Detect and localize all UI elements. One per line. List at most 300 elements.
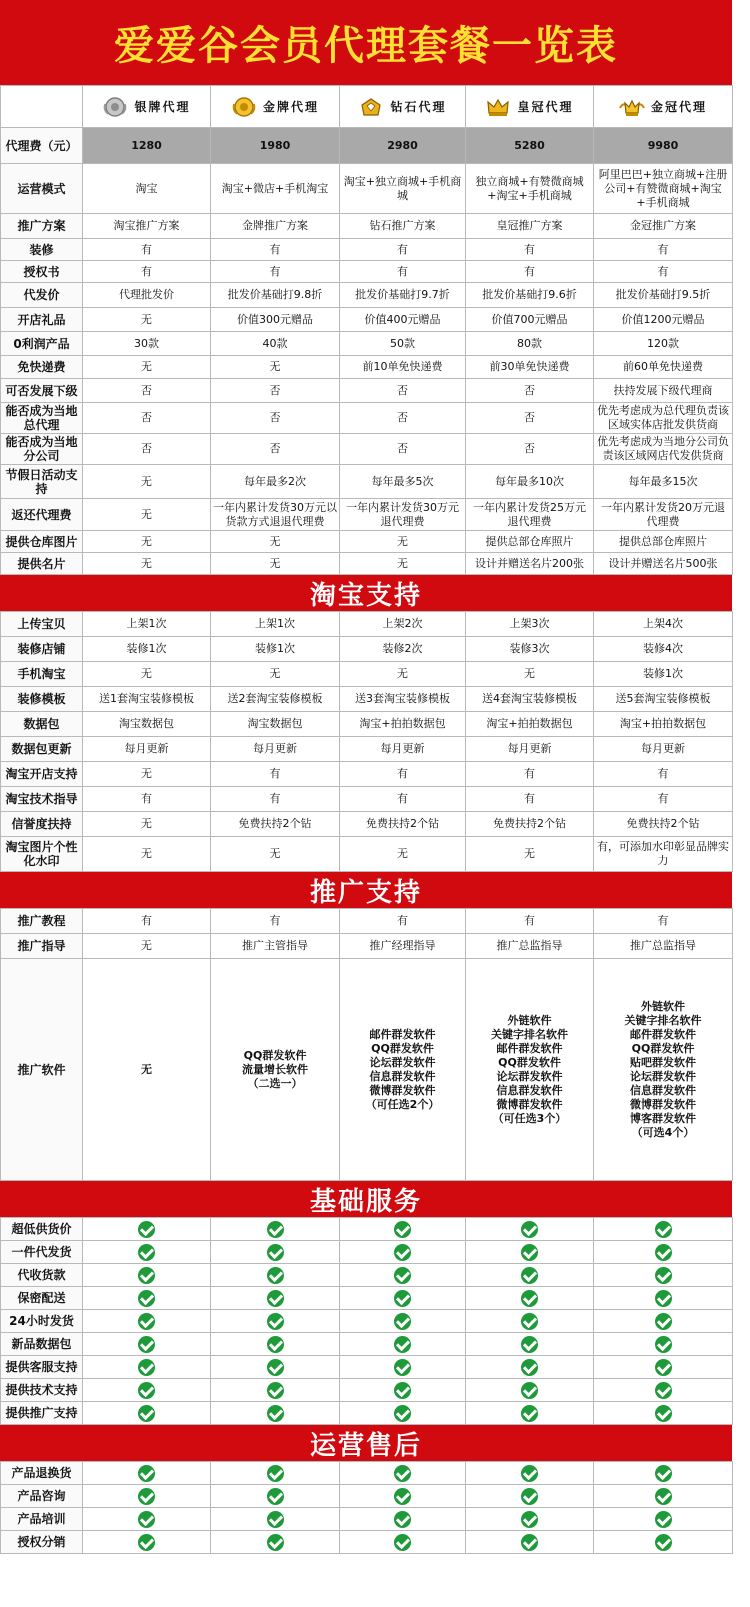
table-cell: 推广主管指导 (211, 934, 340, 959)
check-cell (340, 1287, 466, 1310)
table-cell: 50款 (340, 332, 466, 356)
table-cell: 装修4次 (594, 637, 733, 662)
table-cell: 否 (211, 379, 340, 403)
check-cell (211, 1310, 340, 1333)
table-cell: 有 (594, 261, 733, 283)
checkmark-icon (267, 1534, 284, 1551)
table-cell: 每年最多2次 (211, 465, 340, 499)
row-label: 免快递费 (1, 356, 83, 379)
checkmark-icon (655, 1382, 672, 1399)
table-row (1, 837, 733, 872)
checkmark-icon (655, 1290, 672, 1307)
check-cell (211, 1287, 340, 1310)
checkmark-icon (655, 1221, 672, 1238)
row-label: 超低供货价 (1, 1218, 83, 1241)
check-cell (211, 1531, 340, 1554)
table-cell: 提供总部仓库照片 (466, 531, 594, 553)
checkmark-icon (267, 1336, 284, 1353)
check-cell (340, 1508, 466, 1531)
table-cell: 钻石推广方案 (340, 214, 466, 239)
checkmark-icon (655, 1511, 672, 1528)
row-label: 提供推广支持 (1, 1402, 83, 1425)
check-cell (466, 1218, 594, 1241)
checkmark-icon (655, 1267, 672, 1284)
checkmark-icon (138, 1405, 155, 1422)
check-cell (211, 1402, 340, 1425)
checkmark-icon (394, 1336, 411, 1353)
table-cell: 一年内累计发货20万元退代理费 (594, 499, 733, 531)
table-row (1, 553, 733, 575)
table-cell: 独立商城+有赞微商城+淘宝+手机商城 (466, 164, 594, 214)
check-cell (340, 1241, 466, 1264)
table-cell: 提供总部仓库照片 (594, 531, 733, 553)
checkmark-icon (138, 1359, 155, 1376)
table-cell: 无 (83, 465, 211, 499)
checkmark-icon (394, 1405, 411, 1422)
table-cell: 淘宝数据包 (83, 712, 211, 737)
row-label: 0利润产品 (1, 332, 83, 356)
check-cell (466, 1531, 594, 1554)
table-cell: 设计并赠送名片500张 (594, 553, 733, 575)
row-label: 推广软件 (1, 959, 83, 1181)
checkmark-icon (138, 1488, 155, 1505)
table-row (1, 712, 733, 737)
table-cell: 上架2次 (340, 612, 466, 637)
check-row (1, 1241, 733, 1264)
check-cell (594, 1462, 733, 1485)
check-row (1, 1264, 733, 1287)
checkmark-icon (655, 1313, 672, 1330)
check-cell (466, 1485, 594, 1508)
table-cell: 一年内累计发货30万元以货款方式退退代理费 (211, 499, 340, 531)
check-cell (594, 1333, 733, 1356)
table-cell: 推广经理指导 (340, 934, 466, 959)
check-cell (340, 1462, 466, 1485)
table-cell: 免费扶持2个钻 (211, 812, 340, 837)
table-cell: 每年最多5次 (340, 465, 466, 499)
check-cell (466, 1241, 594, 1264)
table-cell: 有 (340, 909, 466, 934)
table-row (1, 737, 733, 762)
table-cell: 有 (83, 261, 211, 283)
check-cell (83, 1485, 211, 1508)
table-cell: 无 (83, 553, 211, 575)
check-cell (83, 1287, 211, 1310)
table-cell: 代理批发价 (83, 283, 211, 308)
table-cell: 批发价基础打9.8折 (211, 283, 340, 308)
table-cell: 无 (83, 934, 211, 959)
table-cell: 皇冠推广方案 (466, 214, 594, 239)
check-cell (211, 1218, 340, 1241)
table-cell: 有 (211, 762, 340, 787)
tier-table (0, 85, 733, 575)
row-label: 产品退换货 (1, 1462, 83, 1485)
checkmark-icon (394, 1511, 411, 1528)
checkmark-icon (521, 1488, 538, 1505)
table-cell: 有 (211, 787, 340, 812)
table-cell: 无 (211, 553, 340, 575)
table-cell: 优先考虑成为总代理负责该区域实体店批发供货商 (594, 403, 733, 434)
crown-emblem-icon (485, 96, 511, 118)
check-cell (594, 1287, 733, 1310)
table-row (1, 787, 733, 812)
checkmark-icon (521, 1534, 538, 1551)
check-cell (340, 1310, 466, 1333)
table-cell: 淘宝+拍拍数据包 (340, 712, 466, 737)
table-cell: 有 (340, 762, 466, 787)
check-cell (83, 1310, 211, 1333)
checkmark-icon (138, 1511, 155, 1528)
row-label: 装修 (1, 239, 83, 261)
table-cell: 无 (211, 531, 340, 553)
section-header-after-sales: 运营售后 (0, 1425, 732, 1461)
gold-emblem-icon (231, 96, 257, 118)
check-cell (211, 1333, 340, 1356)
check-cell (466, 1462, 594, 1485)
corner-diagonal-cell (1, 86, 83, 128)
checkmark-icon (655, 1488, 672, 1505)
table-cell: 无 (466, 837, 594, 872)
fee-cell: 1280 (83, 128, 211, 164)
checkmark-icon (655, 1465, 672, 1482)
row-label: 代理费（元） (1, 128, 83, 164)
table-cell: 有 (594, 239, 733, 261)
gold-crown-emblem-icon (619, 96, 645, 118)
check-cell (340, 1356, 466, 1379)
section-header-promo: 推广支持 (0, 872, 732, 908)
check-cell (211, 1264, 340, 1287)
checkmark-icon (138, 1290, 155, 1307)
table-cell: 40款 (211, 332, 340, 356)
check-row (1, 1508, 733, 1531)
checkmark-icon (138, 1534, 155, 1551)
table-cell: 有 (340, 239, 466, 261)
software-cell: QQ群发软件 流量增长软件 （二选一） (211, 959, 340, 1181)
check-cell (340, 1264, 466, 1287)
check-cell (594, 1485, 733, 1508)
table-cell: 无 (83, 837, 211, 872)
table-cell: 推广总监指导 (594, 934, 733, 959)
check-cell (594, 1402, 733, 1425)
basic-service-table (0, 1217, 733, 1425)
table-cell: 装修1次 (594, 662, 733, 687)
table-cell: 有 (83, 909, 211, 934)
table-cell: 无 (83, 531, 211, 553)
row-label: 能否成为当地总代理 (1, 403, 83, 434)
checkmark-icon (138, 1267, 155, 1284)
table-row (1, 812, 733, 837)
table-cell: 阿里巴巴+独立商城+注册公司+有赞微商城+淘宝+手机商城 (594, 164, 733, 214)
software-row (1, 959, 733, 1181)
table-cell: 30款 (83, 332, 211, 356)
table-cell: 每月更新 (466, 737, 594, 762)
check-cell (594, 1531, 733, 1554)
table-cell: 免费扶持2个钻 (340, 812, 466, 837)
table-cell: 装修1次 (211, 637, 340, 662)
checkmark-icon (394, 1382, 411, 1399)
table-cell: 金牌推广方案 (211, 214, 340, 239)
table-cell: 上架4次 (594, 612, 733, 637)
table-row (1, 239, 733, 261)
table-cell: 每年最多10次 (466, 465, 594, 499)
table-cell: 有 (466, 239, 594, 261)
check-cell (594, 1379, 733, 1402)
checkmark-icon (521, 1359, 538, 1376)
check-row (1, 1356, 733, 1379)
checkmark-icon (521, 1336, 538, 1353)
check-cell (466, 1264, 594, 1287)
row-label: 可否发展下级 (1, 379, 83, 403)
checkmark-icon (267, 1405, 284, 1422)
table-cell: 无 (340, 837, 466, 872)
table-cell: 前30单免快递费 (466, 356, 594, 379)
table-cell: 淘宝+微店+手机淘宝 (211, 164, 340, 214)
table-cell: 每月更新 (211, 737, 340, 762)
table-cell: 否 (466, 434, 594, 465)
table-cell: 金冠推广方案 (594, 214, 733, 239)
silver-emblem-icon (102, 96, 128, 118)
table-row (1, 308, 733, 332)
row-label: 装修模板 (1, 687, 83, 712)
table-cell: 装修1次 (83, 637, 211, 662)
row-label: 提供客服支持 (1, 1356, 83, 1379)
check-cell (83, 1379, 211, 1402)
checkmark-icon (267, 1244, 284, 1261)
checkmark-icon (267, 1511, 284, 1528)
promo-table (0, 908, 733, 1181)
table-row (1, 261, 733, 283)
table-cell: 每年最多15次 (594, 465, 733, 499)
row-label: 授权分销 (1, 1531, 83, 1554)
check-cell (466, 1333, 594, 1356)
checkmark-icon (138, 1336, 155, 1353)
table-row (1, 909, 733, 934)
tier-name: 钻石代理 (390, 99, 447, 114)
check-cell (340, 1333, 466, 1356)
row-label: 提供仓库图片 (1, 531, 83, 553)
table-cell: 有 (594, 909, 733, 934)
checkmark-icon (521, 1382, 538, 1399)
table-cell: 淘宝推广方案 (83, 214, 211, 239)
table-row (1, 403, 733, 434)
table-cell: 送3套淘宝装修模板 (340, 687, 466, 712)
table-cell: 否 (83, 434, 211, 465)
table-row (1, 612, 733, 637)
row-label: 上传宝贝 (1, 612, 83, 637)
checkmark-icon (521, 1244, 538, 1261)
row-label: 返还代理费 (1, 499, 83, 531)
taobao-table (0, 611, 733, 872)
check-cell (83, 1531, 211, 1554)
table-row (1, 662, 733, 687)
table-cell: 无 (211, 662, 340, 687)
row-label: 数据包 (1, 712, 83, 737)
table-cell: 送1套淘宝装修模板 (83, 687, 211, 712)
check-cell (83, 1218, 211, 1241)
row-label: 手机淘宝 (1, 662, 83, 687)
table-cell: 批发价基础打9.5折 (594, 283, 733, 308)
checkmark-icon (521, 1511, 538, 1528)
table-cell: 上架1次 (83, 612, 211, 637)
row-label: 淘宝开店支持 (1, 762, 83, 787)
check-cell (594, 1508, 733, 1531)
row-label: 装修店铺 (1, 637, 83, 662)
agent-fee-row (1, 128, 733, 164)
check-cell (83, 1264, 211, 1287)
table-cell: 上架1次 (211, 612, 340, 637)
check-row (1, 1485, 733, 1508)
software-cell: 外链软件 关键字排名软件 邮件群发软件 QQ群发软件 贴吧群发软件 论坛群发软件 信息群发软件 微博群发软件 博客群发软件 （可选4个） (594, 959, 733, 1181)
checkmark-icon (138, 1313, 155, 1330)
table-cell: 否 (466, 403, 594, 434)
checkmark-icon (521, 1313, 538, 1330)
table-cell: 设计并赠送名片200张 (466, 553, 594, 575)
table-cell: 否 (83, 379, 211, 403)
table-cell: 无 (340, 662, 466, 687)
check-row (1, 1310, 733, 1333)
after-sales-table (0, 1461, 733, 1554)
tier-name: 银牌代理 (134, 99, 191, 114)
table-cell: 无 (211, 837, 340, 872)
table-row (1, 687, 733, 712)
check-cell (594, 1218, 733, 1241)
table-cell: 有 (83, 787, 211, 812)
table-cell: 有 (594, 762, 733, 787)
checkmark-icon (394, 1534, 411, 1551)
check-cell (83, 1356, 211, 1379)
fee-cell: 5280 (466, 128, 594, 164)
table-cell: 一年内累计发货25万元退代理费 (466, 499, 594, 531)
table-cell: 前10单免快递费 (340, 356, 466, 379)
row-label: 推广教程 (1, 909, 83, 934)
checkmark-icon (267, 1382, 284, 1399)
check-cell (340, 1485, 466, 1508)
tier-name: 金牌代理 (262, 99, 319, 114)
fee-cell: 9980 (594, 128, 733, 164)
table-cell: 价值700元赠品 (466, 308, 594, 332)
table-row (1, 434, 733, 465)
table-cell: 每月更新 (594, 737, 733, 762)
check-cell (211, 1379, 340, 1402)
checkmark-icon (394, 1221, 411, 1238)
check-cell (211, 1508, 340, 1531)
row-label: 节假日活动支持 (1, 465, 83, 499)
checkmark-icon (267, 1313, 284, 1330)
checkmark-icon (655, 1405, 672, 1422)
table-cell: 免费扶持2个钻 (466, 812, 594, 837)
table-cell: 否 (83, 403, 211, 434)
check-cell (83, 1508, 211, 1531)
table-cell: 无 (83, 812, 211, 837)
table-cell: 否 (340, 434, 466, 465)
table-cell: 推广总监指导 (466, 934, 594, 959)
table-cell: 否 (211, 403, 340, 434)
row-label: 授权书 (1, 261, 83, 283)
table-row (1, 214, 733, 239)
checkmark-icon (655, 1359, 672, 1376)
check-cell (466, 1310, 594, 1333)
check-cell (340, 1531, 466, 1554)
table-row (1, 637, 733, 662)
section-header-taobao: 淘宝支持 (0, 575, 732, 611)
checkmark-icon (267, 1290, 284, 1307)
checkmark-icon (394, 1244, 411, 1261)
checkmark-icon (394, 1290, 411, 1307)
table-cell: 有 (340, 261, 466, 283)
table-cell: 一年内累计发货30万元退代理费 (340, 499, 466, 531)
check-cell (211, 1356, 340, 1379)
table-cell: 有 (466, 909, 594, 934)
row-label: 代发价 (1, 283, 83, 308)
table-cell: 无 (211, 356, 340, 379)
table-cell: 每月更新 (83, 737, 211, 762)
check-cell (211, 1241, 340, 1264)
table-row (1, 531, 733, 553)
check-cell (466, 1356, 594, 1379)
table-cell: 淘宝+拍拍数据包 (466, 712, 594, 737)
software-cell: 外链软件 关键字排名软件 邮件群发软件 QQ群发软件 论坛群发软件 信息群发软件 微博群发软件 （可任选3个） (466, 959, 594, 1181)
checkmark-icon (138, 1221, 155, 1238)
table-cell: 免费扶持2个钻 (594, 812, 733, 837)
check-row (1, 1333, 733, 1356)
checkmark-icon (138, 1465, 155, 1482)
table-row (1, 332, 733, 356)
tier-name: 金冠代理 (650, 99, 707, 114)
table-cell: 有 (211, 239, 340, 261)
table-cell: 价值300元赠品 (211, 308, 340, 332)
checkmark-icon (521, 1221, 538, 1238)
checkmark-icon (138, 1244, 155, 1261)
table-row (1, 762, 733, 787)
table-cell: 每月更新 (340, 737, 466, 762)
tier-header-row (1, 86, 733, 128)
checkmark-icon (267, 1221, 284, 1238)
row-label: 提供技术支持 (1, 1379, 83, 1402)
table-cell: 有 (466, 762, 594, 787)
check-row (1, 1531, 733, 1554)
row-label: 推广方案 (1, 214, 83, 239)
check-cell (594, 1264, 733, 1287)
table-cell: 无 (83, 662, 211, 687)
table-cell: 无 (83, 762, 211, 787)
checkmark-icon (521, 1405, 538, 1422)
check-cell (466, 1402, 594, 1425)
table-cell: 前60单免快递费 (594, 356, 733, 379)
checkmark-icon (655, 1534, 672, 1551)
table-cell: 送5套淘宝装修模板 (594, 687, 733, 712)
table-cell: 淘宝+拍拍数据包 (594, 712, 733, 737)
check-cell (594, 1356, 733, 1379)
software-cell: 无 (83, 959, 211, 1181)
tier-header-crown (466, 86, 594, 128)
row-label: 产品咨询 (1, 1485, 83, 1508)
check-row (1, 1287, 733, 1310)
fee-cell: 1980 (211, 128, 340, 164)
table-cell: 无 (83, 308, 211, 332)
tier-header-gold-crown (594, 86, 733, 128)
check-cell (340, 1218, 466, 1241)
row-label: 产品培训 (1, 1508, 83, 1531)
table-cell: 批发价基础打9.6折 (466, 283, 594, 308)
check-cell (83, 1402, 211, 1425)
table-cell: 无 (340, 553, 466, 575)
check-row (1, 1379, 733, 1402)
table-cell: 无 (83, 356, 211, 379)
row-label: 保密配送 (1, 1287, 83, 1310)
checkmark-icon (138, 1382, 155, 1399)
check-row (1, 1402, 733, 1425)
tier-header-silver (83, 86, 211, 128)
